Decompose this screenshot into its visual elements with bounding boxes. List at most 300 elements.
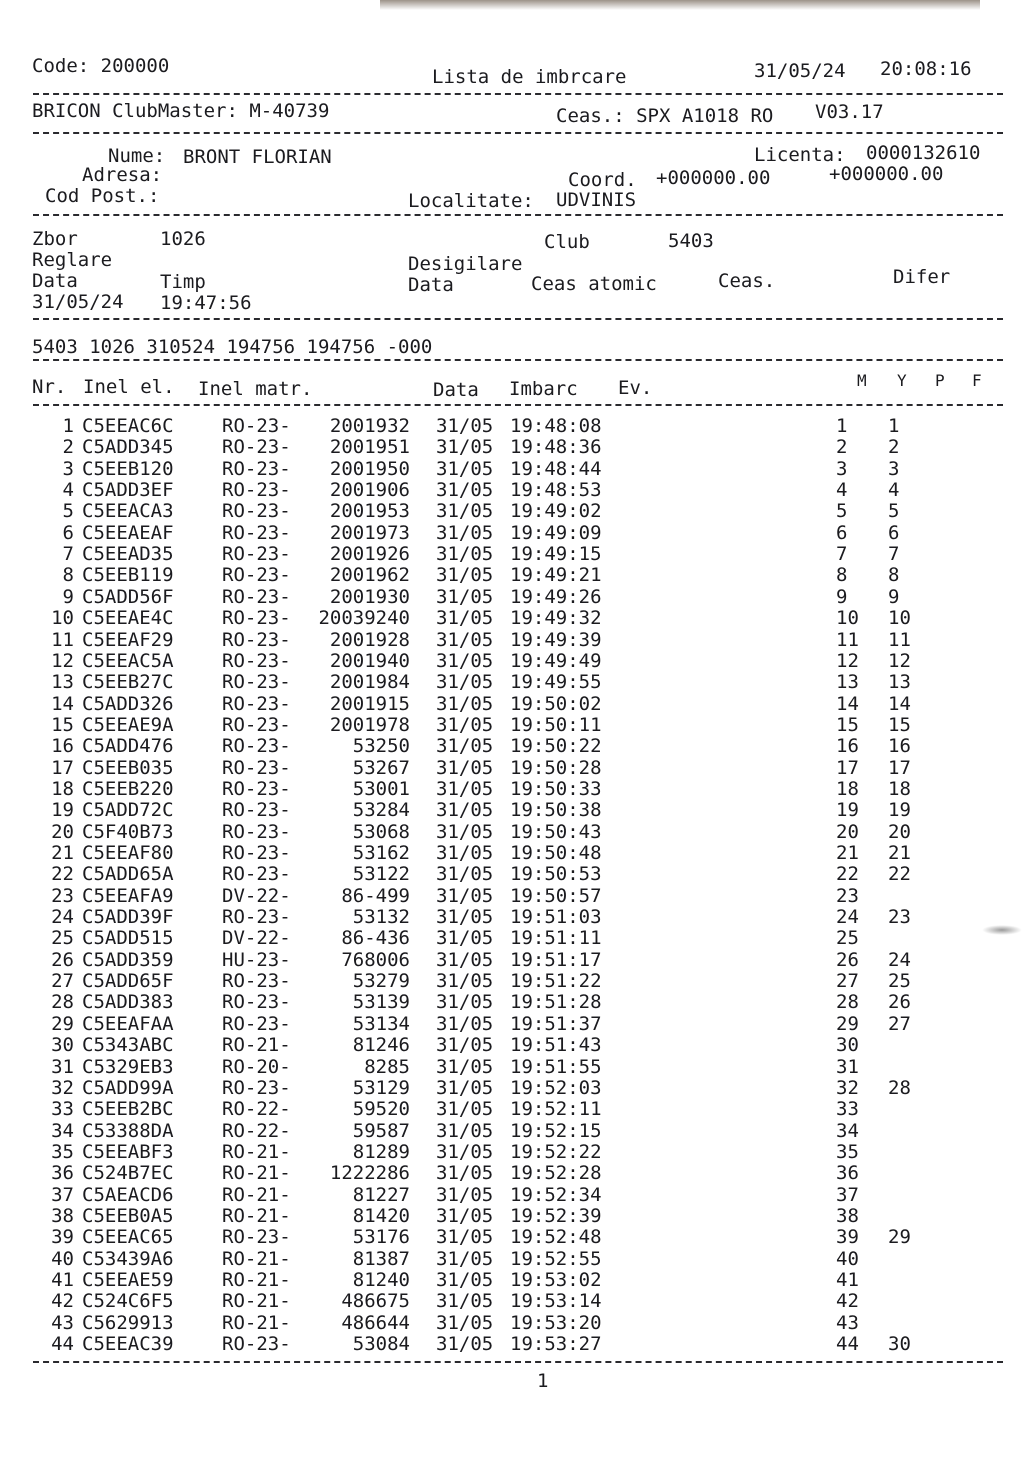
row-date: 31/05 xyxy=(436,991,494,1014)
row-date: 31/05 xyxy=(436,1269,494,1291)
row-imbarc-time: 19:52:15 xyxy=(510,1119,602,1142)
row-inel-matr: 2001984 xyxy=(329,671,410,694)
table-row xyxy=(0,587,1024,608)
row-m: 34 xyxy=(836,1119,859,1142)
difer-label: Difer xyxy=(893,266,951,288)
row-inel-el: C5ADD359 xyxy=(82,948,174,971)
row-date: 31/05 xyxy=(436,479,494,502)
row-m: 5 xyxy=(836,500,848,523)
row-inel-prefix: RO-23- xyxy=(222,1076,291,1099)
row-inel-el: C5EEACA3 xyxy=(82,500,174,523)
localitate-value: UDVINIS xyxy=(556,189,637,211)
row-nr: 5 xyxy=(62,500,74,523)
row-imbarc-time: 19:53:02 xyxy=(510,1269,602,1291)
row-nr: 26 xyxy=(51,948,74,971)
row-inel-matr: 86-499 xyxy=(341,884,410,907)
table-row xyxy=(0,459,1024,480)
row-inel-prefix: RO-21- xyxy=(222,1204,291,1227)
row-inel-matr: 2001915 xyxy=(329,692,410,715)
row-y: 10 xyxy=(888,607,911,630)
row-nr: 21 xyxy=(51,842,74,864)
row-y: 19 xyxy=(888,799,911,822)
row-y: 18 xyxy=(888,777,911,800)
row-imbarc-time: 19:53:14 xyxy=(510,1290,602,1313)
row-m: 24 xyxy=(836,906,859,929)
row-nr: 37 xyxy=(51,1183,74,1206)
row-m: 29 xyxy=(836,1012,859,1035)
row-nr: 40 xyxy=(51,1247,74,1270)
table-row xyxy=(0,736,1024,757)
row-date: 31/05 xyxy=(436,436,494,459)
row-nr: 16 xyxy=(51,735,74,758)
row-y: 5 xyxy=(888,500,900,523)
row-m: 20 xyxy=(836,820,859,843)
reglare-date: 31/05/24 xyxy=(32,291,124,313)
row-m: 35 xyxy=(836,1140,859,1163)
row-inel-prefix: RO-23- xyxy=(222,436,291,459)
row-inel-el: C5ADD65A xyxy=(82,863,174,886)
row-inel-matr: 2001906 xyxy=(329,479,410,502)
row-imbarc-time: 19:50:57 xyxy=(510,884,602,907)
row-date: 31/05 xyxy=(436,1162,494,1185)
row-m: 3 xyxy=(836,457,848,480)
table-row xyxy=(0,886,1024,907)
row-date: 31/05 xyxy=(436,1333,494,1356)
row-date: 31/05 xyxy=(436,1140,494,1163)
row-date: 31/05 xyxy=(436,415,494,437)
row-inel-matr: 20039240 xyxy=(318,607,410,630)
row-m: 4 xyxy=(836,479,848,502)
row-nr: 7 xyxy=(62,543,74,566)
row-inel-prefix: RO-23- xyxy=(222,415,291,437)
row-inel-prefix: RO-23- xyxy=(222,1012,291,1035)
row-date: 31/05 xyxy=(436,649,494,672)
row-inel-prefix: RO-22- xyxy=(222,1119,291,1142)
table-row xyxy=(0,1334,1024,1355)
row-imbarc-time: 19:49:26 xyxy=(510,585,602,608)
reglare-label: Reglare xyxy=(32,249,113,271)
row-inel-el: C5EEAC39 xyxy=(82,1333,174,1356)
row-nr: 39 xyxy=(51,1226,74,1249)
row-inel-prefix: RO-23- xyxy=(222,649,291,672)
row-m: 22 xyxy=(836,863,859,886)
col-p: P xyxy=(935,371,945,390)
row-inel-prefix: RO-23- xyxy=(222,756,291,779)
coord-value-2: +000000.00 xyxy=(829,163,944,185)
table-row xyxy=(0,1249,1024,1270)
row-inel-matr: 53267 xyxy=(352,756,410,779)
row-imbarc-time: 19:52:55 xyxy=(510,1247,602,1270)
row-inel-el: C5EEABF3 xyxy=(82,1140,174,1163)
row-inel-matr: 53134 xyxy=(352,1012,410,1035)
row-inel-matr: 53122 xyxy=(352,863,410,886)
row-date: 31/05 xyxy=(436,1012,494,1035)
row-date: 31/05 xyxy=(436,713,494,736)
row-inel-matr: 2001953 xyxy=(329,500,410,523)
row-y: 23 xyxy=(888,906,911,929)
row-imbarc-time: 19:51:11 xyxy=(510,927,602,950)
row-imbarc-time: 19:51:17 xyxy=(510,948,602,971)
row-nr: 19 xyxy=(51,799,74,822)
row-y: 11 xyxy=(888,628,911,651)
row-date: 31/05 xyxy=(436,564,494,587)
row-m: 12 xyxy=(836,649,859,672)
row-imbarc-time: 19:52:34 xyxy=(510,1183,602,1206)
row-inel-prefix: RO-23- xyxy=(222,607,291,630)
row-inel-matr: 486675 xyxy=(341,1290,410,1313)
row-m: 38 xyxy=(836,1204,859,1227)
row-inel-el: C5EEB035 xyxy=(82,756,174,779)
row-y: 26 xyxy=(888,991,911,1014)
col-f: F xyxy=(972,371,982,390)
row-m: 1 xyxy=(836,415,848,437)
row-imbarc-time: 19:49:39 xyxy=(510,628,602,651)
row-inel-el: C5EEB27C xyxy=(82,671,174,694)
row-inel-prefix: RO-23- xyxy=(222,543,291,566)
table-row xyxy=(0,779,1024,800)
row-date: 31/05 xyxy=(436,927,494,950)
row-inel-el: C53439A6 xyxy=(82,1247,174,1270)
row-imbarc-time: 19:51:43 xyxy=(510,1034,602,1057)
row-inel-matr: 53068 xyxy=(352,820,410,843)
row-m: 27 xyxy=(836,970,859,993)
row-nr: 24 xyxy=(51,906,74,929)
row-date: 31/05 xyxy=(436,457,494,480)
reglare-time: 19:47:56 xyxy=(160,292,252,314)
row-inel-el: C5EEB0A5 xyxy=(82,1204,174,1227)
coord-label: Coord. xyxy=(568,169,637,191)
row-imbarc-time: 19:50:53 xyxy=(510,863,602,886)
row-imbarc-time: 19:48:36 xyxy=(510,436,602,459)
row-nr: 23 xyxy=(51,884,74,907)
row-inel-el: C5ADD56F xyxy=(82,585,174,608)
club-label: Club xyxy=(544,231,590,253)
row-inel-el: C53388DA xyxy=(82,1119,174,1142)
row-y: 1 xyxy=(888,415,900,437)
table-row xyxy=(0,800,1024,821)
row-inel-el: C5EEAEAF xyxy=(82,521,174,544)
row-date: 31/05 xyxy=(436,585,494,608)
row-nr: 15 xyxy=(51,713,74,736)
col-m: M xyxy=(857,371,867,390)
row-nr: 10 xyxy=(51,607,74,630)
row-inel-prefix: RO-23- xyxy=(222,585,291,608)
row-date: 31/05 xyxy=(436,1076,494,1099)
row-imbarc-time: 19:53:27 xyxy=(510,1333,602,1356)
row-date: 31/05 xyxy=(436,671,494,694)
row-y: 22 xyxy=(888,863,911,886)
row-inel-prefix: RO-21- xyxy=(222,1311,291,1334)
row-inel-matr: 2001928 xyxy=(329,628,410,651)
row-date: 31/05 xyxy=(436,884,494,907)
separator xyxy=(33,93,1003,95)
coord-value-1: +000000.00 xyxy=(656,167,771,189)
row-nr: 36 xyxy=(51,1162,74,1185)
row-date: 31/05 xyxy=(436,1204,494,1227)
table-row xyxy=(0,608,1024,629)
row-inel-prefix: DV-22- xyxy=(222,884,291,907)
table-row xyxy=(0,715,1024,736)
row-inel-prefix: RO-23- xyxy=(222,799,291,822)
row-nr: 28 xyxy=(51,991,74,1014)
row-inel-matr: 81240 xyxy=(352,1269,410,1291)
row-y: 25 xyxy=(888,970,911,993)
row-date: 31/05 xyxy=(436,1226,494,1249)
row-inel-prefix: RO-21- xyxy=(222,1183,291,1206)
table-row xyxy=(0,971,1024,992)
row-nr: 18 xyxy=(51,777,74,800)
row-nr: 30 xyxy=(51,1034,74,1057)
firmware-version: V03.17 xyxy=(815,101,884,123)
row-inel-matr: 53279 xyxy=(352,970,410,993)
table-row xyxy=(0,501,1024,522)
row-inel-matr: 59520 xyxy=(352,1098,410,1121)
table-row xyxy=(0,992,1024,1013)
timp-label: Timp xyxy=(160,271,206,293)
row-nr: 43 xyxy=(51,1311,74,1334)
row-inel-matr: 1222286 xyxy=(329,1162,410,1185)
row-inel-prefix: RO-23- xyxy=(222,820,291,843)
row-m: 39 xyxy=(836,1226,859,1249)
table-row xyxy=(0,1291,1024,1312)
row-inel-matr: 2001951 xyxy=(329,436,410,459)
row-imbarc-time: 19:52:03 xyxy=(510,1076,602,1099)
row-date: 31/05 xyxy=(436,1247,494,1270)
row-imbarc-time: 19:50:43 xyxy=(510,820,602,843)
code-label: Code: 200000 xyxy=(32,55,170,77)
col-nr: Nr. xyxy=(32,376,67,398)
row-inel-el: C5EEAD35 xyxy=(82,543,174,566)
row-nr: 1 xyxy=(62,415,74,437)
paper-mark xyxy=(982,925,1022,935)
row-m: 36 xyxy=(836,1162,859,1185)
row-nr: 6 xyxy=(62,521,74,544)
row-inel-el: C5ADD72C xyxy=(82,799,174,822)
row-m: 23 xyxy=(836,884,859,907)
row-inel-matr: 486644 xyxy=(341,1311,410,1334)
row-nr: 42 xyxy=(51,1290,74,1313)
flight-code-line: 5403 1026 310524 194756 194756 -000 xyxy=(32,336,433,358)
row-nr: 8 xyxy=(62,564,74,587)
row-nr: 20 xyxy=(51,820,74,843)
row-imbarc-time: 19:49:49 xyxy=(510,649,602,672)
row-inel-prefix: RO-23- xyxy=(222,991,291,1014)
row-imbarc-time: 19:52:22 xyxy=(510,1140,602,1163)
table-row xyxy=(0,1078,1024,1099)
row-inel-prefix: RO-23- xyxy=(222,692,291,715)
row-imbarc-time: 19:52:11 xyxy=(510,1098,602,1121)
table-row xyxy=(0,907,1024,928)
row-m: 17 xyxy=(836,756,859,779)
row-y: 24 xyxy=(888,948,911,971)
paper-edge-shadow xyxy=(380,0,980,10)
row-m: 13 xyxy=(836,671,859,694)
row-imbarc-time: 19:49:15 xyxy=(510,543,602,566)
row-m: 6 xyxy=(836,521,848,544)
row-inel-matr: 53162 xyxy=(352,842,410,864)
separator xyxy=(33,132,1003,134)
row-m: 44 xyxy=(836,1333,859,1356)
row-inel-el: C5EEAC6C xyxy=(82,415,174,437)
row-inel-el: C5329EB3 xyxy=(82,1055,174,1078)
row-nr: 34 xyxy=(51,1119,74,1142)
table-row xyxy=(0,1163,1024,1184)
row-nr: 22 xyxy=(51,863,74,886)
row-m: 7 xyxy=(836,543,848,566)
row-inel-matr: 59587 xyxy=(352,1119,410,1142)
row-imbarc-time: 19:51:03 xyxy=(510,906,602,929)
row-m: 11 xyxy=(836,628,859,651)
row-inel-el: C5EEB220 xyxy=(82,777,174,800)
row-inel-prefix: RO-23- xyxy=(222,970,291,993)
row-inel-matr: 2001930 xyxy=(329,585,410,608)
row-inel-prefix: RO-20- xyxy=(222,1055,291,1078)
desigilare-data-label: Data xyxy=(408,274,454,296)
row-inel-matr: 53084 xyxy=(352,1333,410,1356)
table-row xyxy=(0,1227,1024,1248)
row-inel-el: C5EEAF80 xyxy=(82,842,174,864)
row-m: 40 xyxy=(836,1247,859,1270)
row-imbarc-time: 19:50:11 xyxy=(510,713,602,736)
separator xyxy=(33,1361,1003,1363)
row-imbarc-time: 19:51:37 xyxy=(510,1012,602,1035)
nume-value: BRONT FLORIAN xyxy=(183,146,332,168)
desigilare-label: Desigilare xyxy=(408,253,523,275)
row-imbarc-time: 19:49:55 xyxy=(510,671,602,694)
row-date: 31/05 xyxy=(436,1098,494,1121)
row-nr: 9 xyxy=(62,585,74,608)
row-imbarc-time: 19:50:28 xyxy=(510,756,602,779)
row-inel-prefix: RO-23- xyxy=(222,842,291,864)
row-inel-el: C5ADD3EF xyxy=(82,479,174,502)
table-row xyxy=(0,1313,1024,1334)
row-imbarc-time: 19:49:02 xyxy=(510,500,602,523)
row-date: 31/05 xyxy=(436,948,494,971)
row-m: 33 xyxy=(836,1098,859,1121)
row-inel-prefix: RO-23- xyxy=(222,1226,291,1249)
row-inel-prefix: RO-23- xyxy=(222,906,291,929)
codpost-label: Cod Post.: xyxy=(45,185,160,207)
row-inel-el: C5EEAF29 xyxy=(82,628,174,651)
table-row xyxy=(0,1142,1024,1163)
row-date: 31/05 xyxy=(436,1183,494,1206)
row-y: 29 xyxy=(888,1226,911,1249)
separator xyxy=(33,318,1003,320)
table-row xyxy=(0,1121,1024,1142)
row-inel-el: C5EEB2BC xyxy=(82,1098,174,1121)
row-date: 31/05 xyxy=(436,1055,494,1078)
row-inel-matr: 81227 xyxy=(352,1183,410,1206)
table-row xyxy=(0,630,1024,651)
row-nr: 27 xyxy=(51,970,74,993)
row-imbarc-time: 19:50:33 xyxy=(510,777,602,800)
row-imbarc-time: 19:51:28 xyxy=(510,991,602,1014)
col-y: Y xyxy=(897,371,907,390)
row-inel-prefix: RO-23- xyxy=(222,500,291,523)
row-imbarc-time: 19:53:20 xyxy=(510,1311,602,1334)
row-inel-prefix: RO-23- xyxy=(222,713,291,736)
row-y: 14 xyxy=(888,692,911,715)
row-nr: 13 xyxy=(51,671,74,694)
row-inel-matr: 2001962 xyxy=(329,564,410,587)
nume-label: Nume: xyxy=(108,145,166,167)
row-date: 31/05 xyxy=(436,906,494,929)
row-inel-el: C5ADD99A xyxy=(82,1076,174,1099)
row-inel-prefix: RO-23- xyxy=(222,671,291,694)
row-nr: 2 xyxy=(62,436,74,459)
row-inel-prefix: RO-21- xyxy=(222,1034,291,1057)
licenta-value: 0000132610 xyxy=(866,142,981,164)
row-inel-el: C5ADD383 xyxy=(82,991,174,1014)
row-inel-el: C5EEAE4C xyxy=(82,607,174,630)
row-inel-prefix: RO-23- xyxy=(222,564,291,587)
row-inel-el: C5ADD345 xyxy=(82,436,174,459)
row-inel-el: C5AEACD6 xyxy=(82,1183,174,1206)
row-m: 37 xyxy=(836,1183,859,1206)
table-row xyxy=(0,1185,1024,1206)
row-inel-matr: 53250 xyxy=(352,735,410,758)
row-inel-matr: 53132 xyxy=(352,906,410,929)
row-inel-el: C5EEAE59 xyxy=(82,1269,174,1291)
zbor-label: Zbor xyxy=(32,228,78,250)
row-m: 9 xyxy=(836,585,848,608)
table-row xyxy=(0,523,1024,544)
row-m: 18 xyxy=(836,777,859,800)
row-y: 27 xyxy=(888,1012,911,1035)
row-date: 31/05 xyxy=(436,756,494,779)
row-m: 42 xyxy=(836,1290,859,1313)
row-inel-matr: 2001950 xyxy=(329,457,410,480)
row-inel-prefix: RO-23- xyxy=(222,479,291,502)
row-nr: 35 xyxy=(51,1140,74,1163)
row-inel-prefix: RO-23- xyxy=(222,521,291,544)
row-imbarc-time: 19:50:02 xyxy=(510,692,602,715)
row-imbarc-time: 19:48:08 xyxy=(510,415,602,437)
table-row xyxy=(0,1099,1024,1120)
row-inel-el: C5343ABC xyxy=(82,1034,174,1057)
row-y: 8 xyxy=(888,564,900,587)
row-inel-el: C5EEB120 xyxy=(82,457,174,480)
row-nr: 29 xyxy=(51,1012,74,1035)
row-m: 32 xyxy=(836,1076,859,1099)
row-m: 41 xyxy=(836,1269,859,1291)
row-imbarc-time: 19:50:48 xyxy=(510,842,602,864)
row-inel-prefix: RO-23- xyxy=(222,1333,291,1356)
row-inel-el: C5ADD515 xyxy=(82,927,174,950)
row-inel-el: C5ADD65F xyxy=(82,970,174,993)
table-row xyxy=(0,950,1024,971)
row-m: 25 xyxy=(836,927,859,950)
row-nr: 3 xyxy=(62,457,74,480)
row-inel-prefix: RO-23- xyxy=(222,628,291,651)
row-date: 31/05 xyxy=(436,1119,494,1142)
ceas-label: Ceas. xyxy=(718,270,776,292)
localitate-label: Localitate: xyxy=(408,190,534,212)
row-m: 21 xyxy=(836,842,859,864)
row-nr: 32 xyxy=(51,1076,74,1099)
table-row xyxy=(0,1206,1024,1227)
row-inel-prefix: RO-21- xyxy=(222,1290,291,1313)
row-nr: 25 xyxy=(51,927,74,950)
row-date: 31/05 xyxy=(436,521,494,544)
row-y: 3 xyxy=(888,457,900,480)
row-nr: 14 xyxy=(51,692,74,715)
row-inel-prefix: RO-23- xyxy=(222,777,291,800)
row-y: 21 xyxy=(888,842,911,864)
row-y: 28 xyxy=(888,1076,911,1099)
row-inel-matr: 53001 xyxy=(352,777,410,800)
club-value: 5403 xyxy=(668,230,714,252)
